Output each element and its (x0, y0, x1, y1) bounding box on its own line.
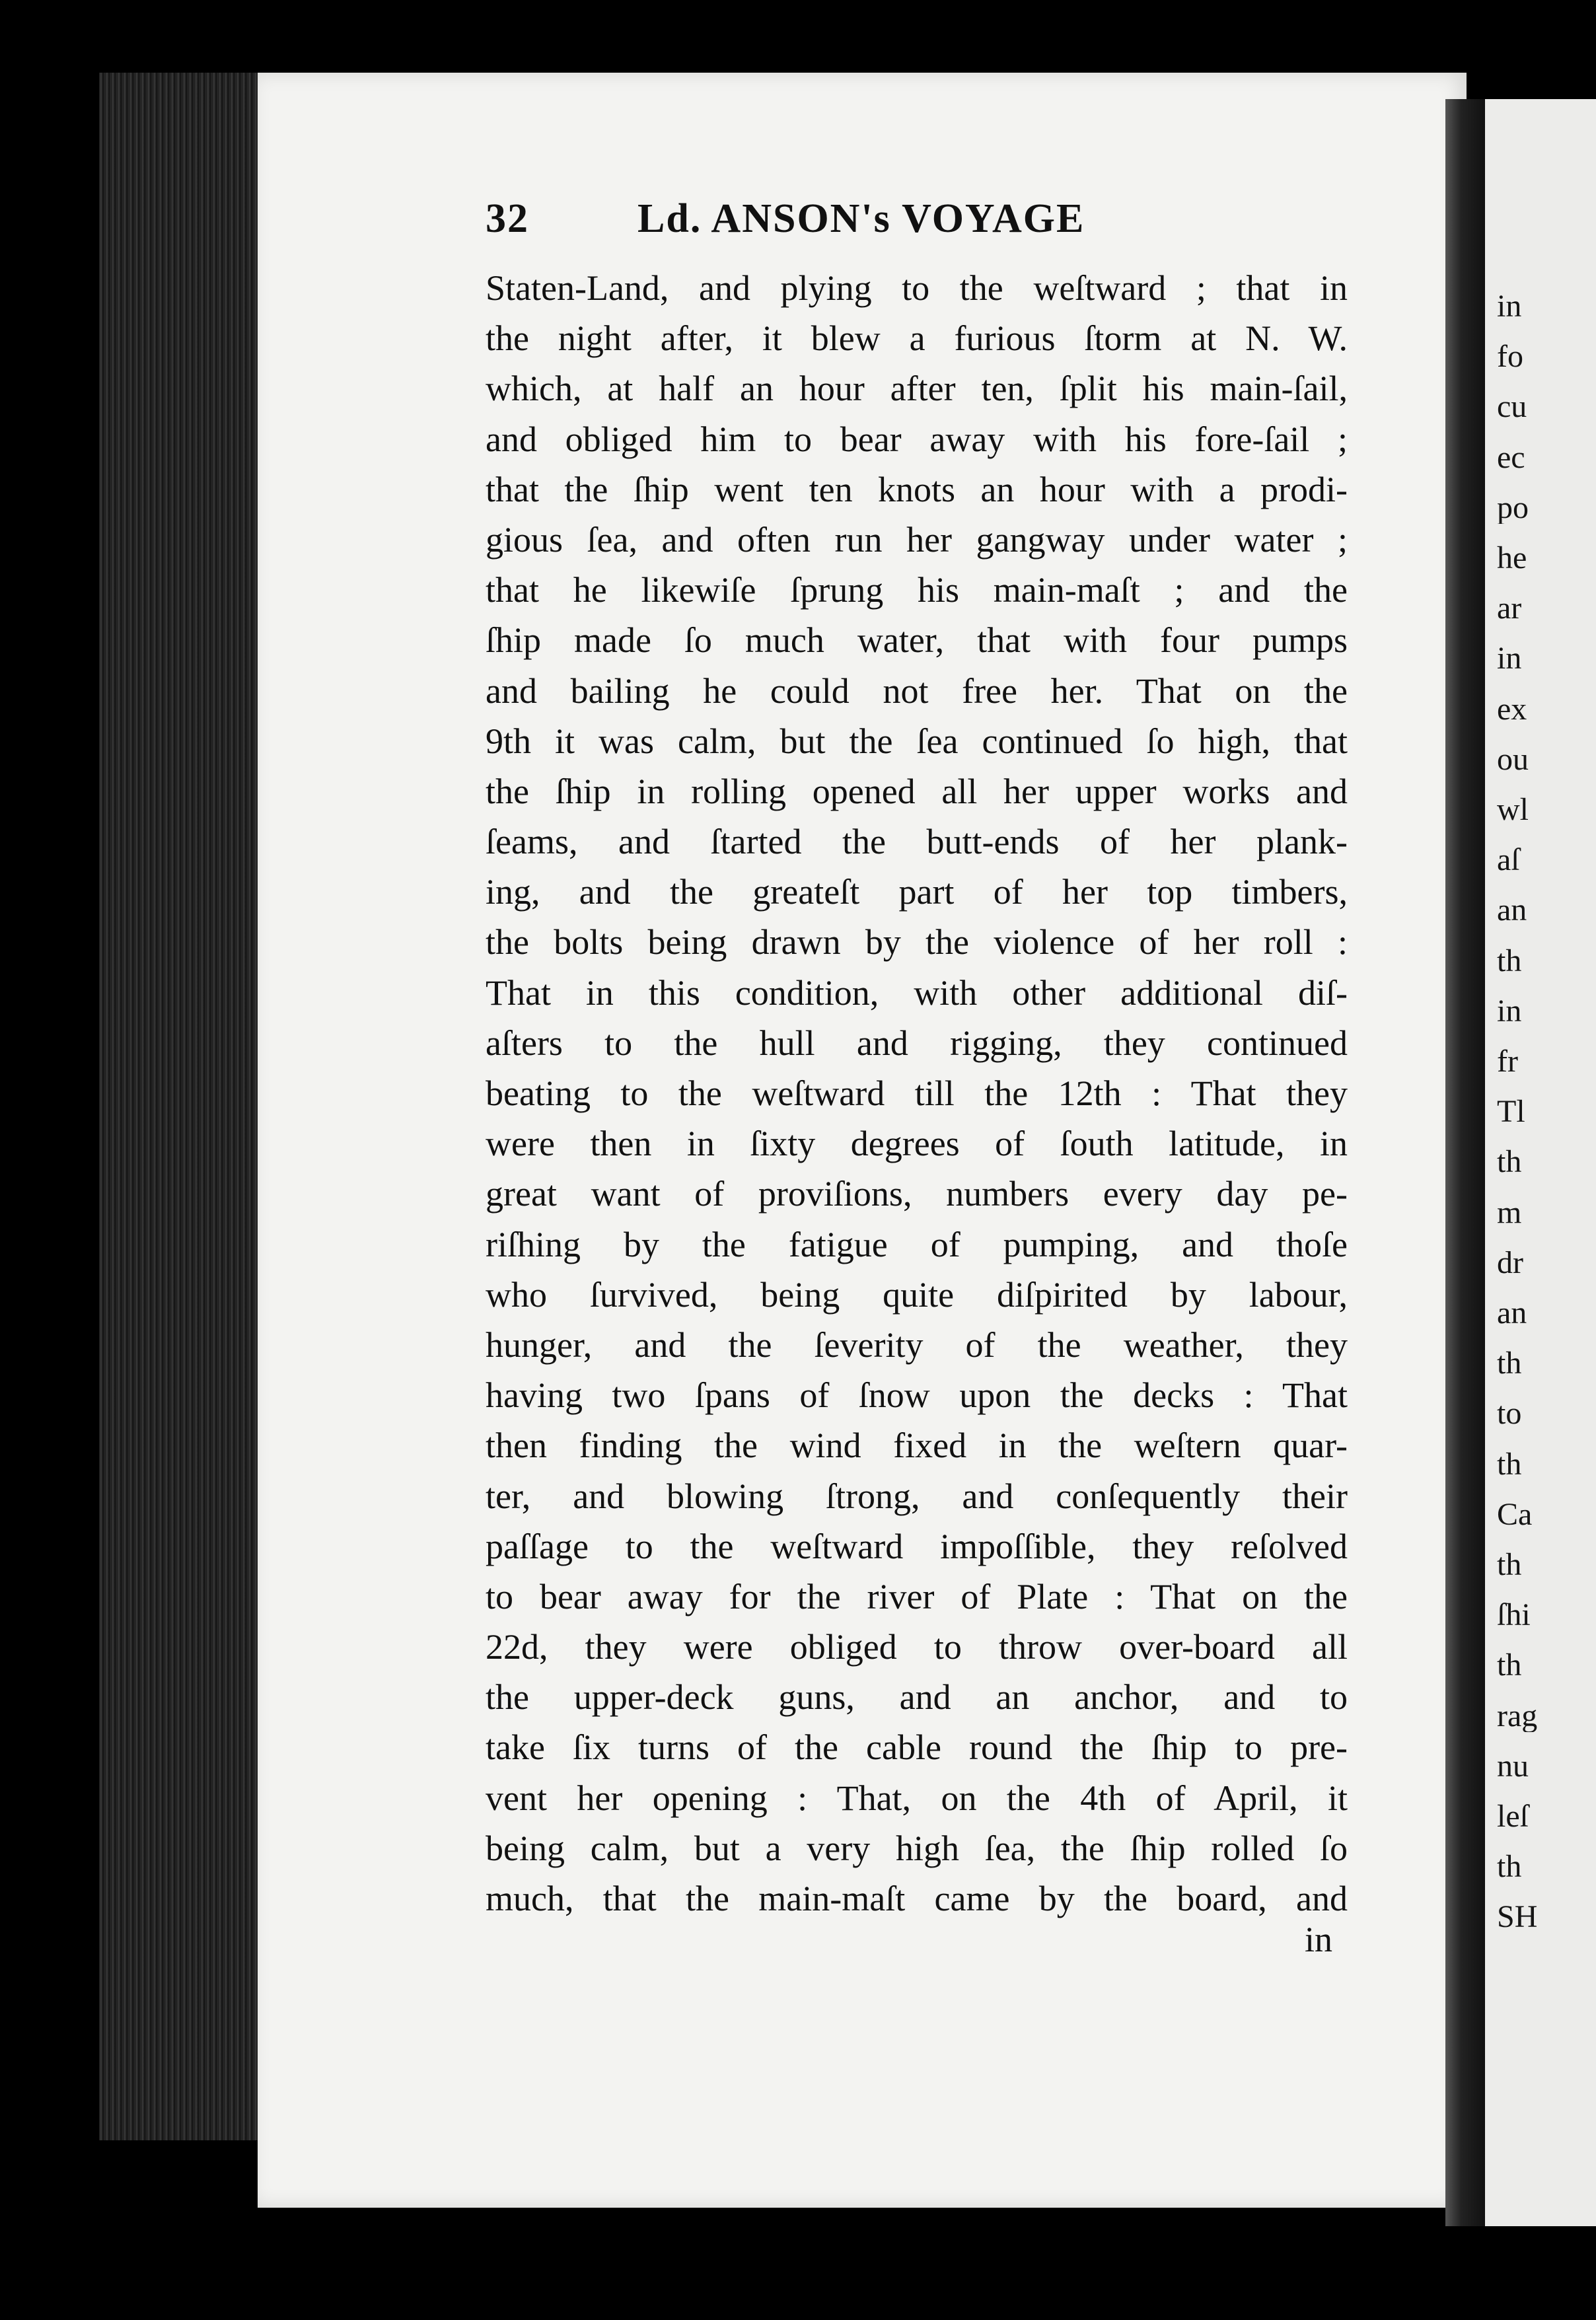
text-line: riſhing by the fatigue of pumping, and thoſe (486, 1224, 1348, 1264)
text-line: 9th it was calm, but the ſea continued ſo high, that (486, 721, 1348, 761)
running-title: Ld. ANSON's VOYAGE (637, 196, 1085, 241)
text-line: vent her opening : That, on the 4th of April, it (486, 1778, 1348, 1818)
facing-page-fragment: ex (1497, 693, 1527, 725)
facing-page-fragment: th (1497, 1448, 1522, 1480)
page-number: 32 (486, 196, 529, 241)
text-line: to bear away for the river of Plate : That on the (486, 1576, 1348, 1616)
facing-page-fragment: th (1497, 1649, 1522, 1682)
facing-page-fragment: wl (1497, 794, 1529, 826)
text-line: 22d, they were obliged to throw over-board all (486, 1627, 1348, 1667)
facing-page-fragment: an (1497, 894, 1527, 927)
facing-page-fragment: po (1497, 491, 1529, 524)
facing-page-fragment: Ca (1497, 1498, 1533, 1531)
facing-page-fragment: dr (1497, 1247, 1523, 1279)
facing-page-fragment: ſhi (1497, 1599, 1531, 1632)
text-line: and bailing he could not free her. That on the (486, 671, 1348, 711)
facing-page-fragment: th (1497, 1851, 1522, 1883)
facing-page-fragment: th (1497, 1348, 1522, 1380)
facing-page-fragment: ar (1497, 593, 1522, 625)
facing-page-fragment: he (1497, 542, 1527, 574)
text-line: that he likewiſe ſprung his main-maſt ; and the (486, 570, 1348, 610)
facing-page-fragment: Tl (1497, 1096, 1525, 1128)
page-gutter (1445, 99, 1485, 2226)
facing-page-fragment: th (1497, 1146, 1522, 1178)
facing-page-fragment: in (1497, 291, 1522, 322)
facing-page-fragment: m (1497, 1196, 1522, 1229)
text-line: who ſurvived, being quite diſpirited by labour, (486, 1274, 1348, 1315)
text-line: the night after, it blew a furious ſtorm at N. W. (486, 318, 1348, 359)
facing-page-fragment: rag (1497, 1700, 1538, 1732)
text-line: having two ſpans of ſnow upon the decks : That (486, 1375, 1348, 1416)
text-line: great want of proviſions, numbers every day pe- (486, 1174, 1348, 1214)
facing-page-fragment: an (1497, 1297, 1527, 1329)
text-line: and obliged him to bear away with his fore-ſail ; (486, 419, 1348, 459)
text-line: which, at half an hour after ten, ſplit his main-ſail, (486, 369, 1348, 409)
text-line: were then in ſixty degrees of ſouth latitude, in (486, 1124, 1348, 1164)
text-line: that the ſhip went ten knots an hour with a prodi- (486, 469, 1348, 509)
text-line: much, that the main-maſt came by the board, and (486, 1879, 1348, 1918)
facing-page-fragment: th (1497, 1549, 1522, 1581)
text-line: Staten-Land, and plying to the weſtward ; that in (486, 268, 1348, 308)
facing-page-fragment: ou (1497, 743, 1529, 776)
facing-page-fragment: fr (1497, 1046, 1518, 1077)
book-edge (99, 73, 271, 2140)
facing-page-fragment: ec (1497, 441, 1525, 474)
text-line: paſſage to the weſtward impoſſible, they reſolved (486, 1526, 1348, 1566)
text-line: aſters to the hull and rigging, they continued (486, 1023, 1348, 1063)
text-line: take ſix turns of the cable round the ſhip to pre- (486, 1727, 1348, 1768)
facing-page-fragment: leſ (1497, 1801, 1529, 1832)
text-line: ter, and blowing ſtrong, and conſequently their (486, 1476, 1348, 1516)
text-line: ſhip made ſo much water, that with four pumps (486, 620, 1348, 661)
facing-page-fragment: in (1497, 995, 1522, 1027)
facing-page-fragment: in (1497, 643, 1522, 675)
text-line: the ſhip in rolling opened all her upper works and (486, 771, 1348, 811)
catchword: in (1305, 1920, 1333, 1959)
text-line: the bolts being drawn by the violence of her roll : (486, 922, 1348, 962)
facing-page-fragment: SH (1497, 1901, 1538, 1934)
facing-page-fragment: cu (1497, 391, 1527, 423)
text-line: the upper-deck guns, and an anchor, and to (486, 1677, 1348, 1718)
facing-page-fragment: to (1497, 1398, 1522, 1430)
text-line: then finding the wind fixed in the weſtern quar- (486, 1426, 1348, 1466)
body-text (486, 263, 1348, 1924)
text-line: hunger, and the ſeverity of the weather, they (486, 1324, 1348, 1365)
text-line: beating to the weſtward till the 12th : That they (486, 1073, 1348, 1113)
text-line: ſeams, and ſtarted the butt-ends of her plank- (486, 822, 1348, 862)
text-line: ing, and the greateſt part of her top timbers, (486, 872, 1348, 912)
text-line: gious ſea, and often run her gangway under water ; (486, 519, 1348, 560)
facing-page-fragment: aſ (1497, 844, 1520, 877)
text-line: being calm, but a very high ſea, the ſhip rolled ſo (486, 1828, 1348, 1868)
text-line: That in this condition, with other additional diſ- (486, 972, 1348, 1013)
facing-page-fragment: fo (1497, 341, 1523, 373)
facing-page-fragment: nu (1497, 1750, 1529, 1782)
facing-page-fragment: th (1497, 945, 1522, 977)
